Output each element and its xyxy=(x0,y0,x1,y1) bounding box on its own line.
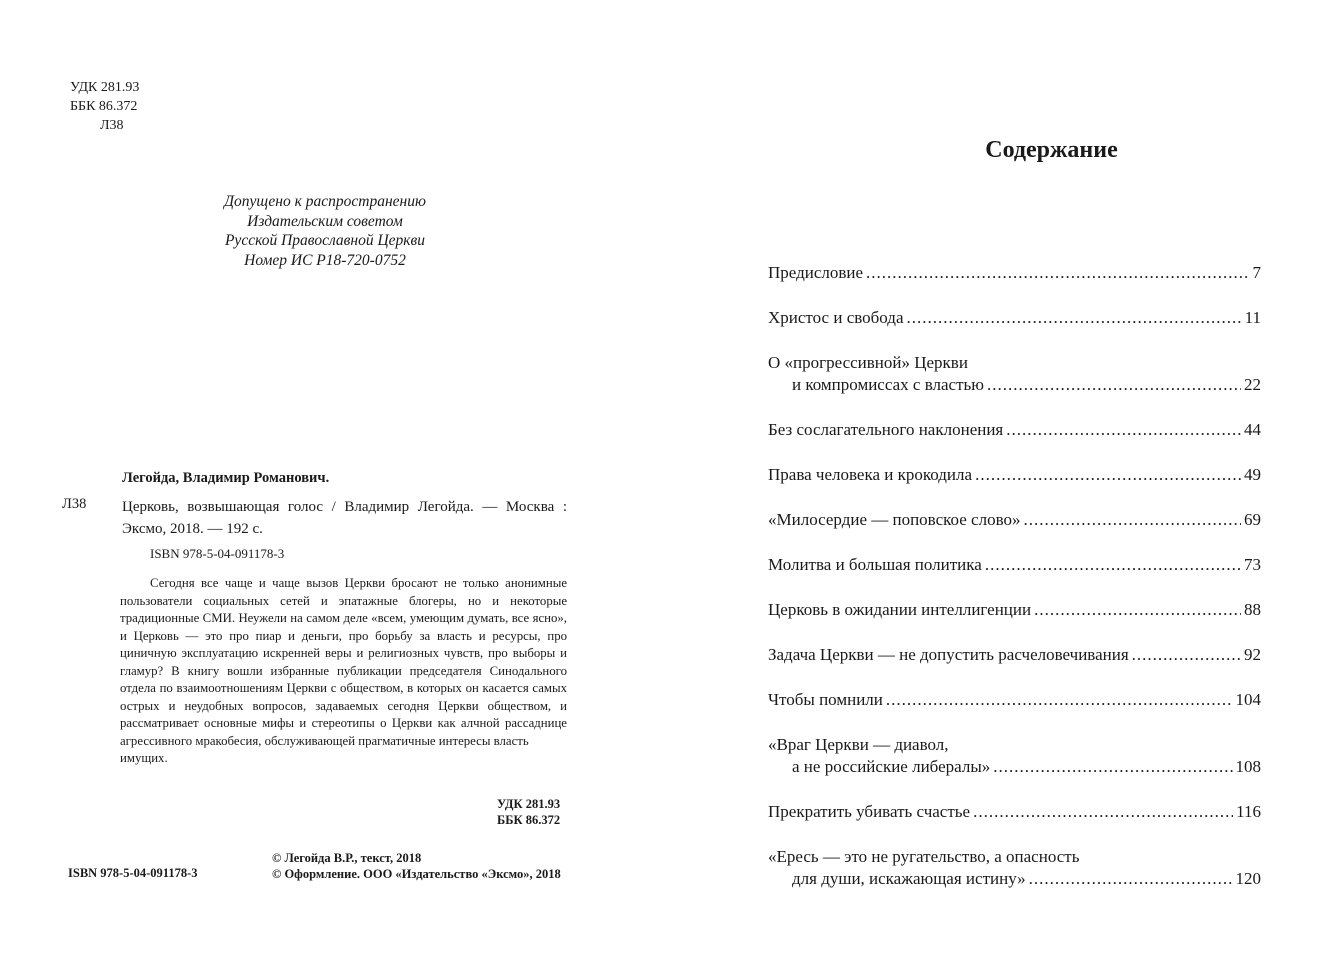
toc-entry xyxy=(768,846,1261,890)
toc-entry-row xyxy=(768,599,1261,621)
toc-page-number: 22 xyxy=(1244,375,1261,394)
toc-entry-row xyxy=(768,374,1261,396)
table-of-contents xyxy=(768,262,1261,913)
toc-page-number: 7 xyxy=(1252,263,1261,282)
toc-page-number: 11 xyxy=(1244,308,1261,327)
udk-code: УДК 281.93 xyxy=(497,797,561,811)
toc-entry xyxy=(768,352,1261,396)
toc-entry xyxy=(768,801,1261,823)
toc-page-number: 69 xyxy=(1244,510,1261,529)
toc-entry xyxy=(768,689,1261,711)
toc-leader-dots xyxy=(886,689,1233,711)
toc-entry xyxy=(768,554,1261,576)
toc-leader-dots xyxy=(1132,644,1241,666)
toc-entry xyxy=(768,599,1261,621)
toc-leader-dots xyxy=(1034,599,1241,621)
toc-entry-title: для души, искажающая истину» xyxy=(792,869,1026,888)
udk-code: УДК 281.93 xyxy=(70,80,140,95)
toc-entry-row xyxy=(768,689,1261,711)
toc-page-number: 92 xyxy=(1244,645,1261,664)
copyright-line: © Легойда В.Р., текст, 2018 xyxy=(272,851,422,865)
toc-entry-row xyxy=(768,801,1261,823)
toc-entry-title: Предисловие xyxy=(768,263,864,282)
toc-entry-title-first-line: «Ересь — это не ругательство, а опасность xyxy=(768,847,1080,866)
toc-entry-title-first-line: «Враг Церкви — диавол, xyxy=(768,735,949,754)
toc-entry-title: Без сослагательного наклонения xyxy=(768,420,1004,439)
copyright-notice xyxy=(272,850,561,882)
toc-page-number: 108 xyxy=(1235,757,1261,776)
toc-page-number: 44 xyxy=(1244,420,1261,439)
isbn: ISBN 978-5-04-091178-3 xyxy=(150,546,285,561)
toc-page-number: 49 xyxy=(1244,465,1261,484)
permission-line: Допущено к распространению xyxy=(224,193,426,210)
toc-entry-row xyxy=(768,644,1261,666)
toc-title: Содержание xyxy=(985,137,1118,163)
toc-leader-dots xyxy=(985,554,1241,576)
annotation-end: имущих. xyxy=(120,751,168,765)
permission-line: Русской Православной Церкви xyxy=(224,232,426,249)
annotation xyxy=(120,575,567,768)
toc-entry-row xyxy=(768,307,1261,329)
toc-leader-dots xyxy=(1029,868,1233,890)
toc-entry-title-first-line: О «прогрессивной» Церкви xyxy=(768,353,968,372)
annotation-text: Сегодня все чаще и чаще вызов Церкви бросают не только анонимные пользователи социальных сетей и эпатажные блогеры, но и некоторые традиционные СМИ. Неужели на самом деле «всем, умеющим думать, все ясно», и Церковь — это про пиар и деньги, про борьбу за власть и ресурсы, про циничную эксплуатацию искренней веры и религиозных чувств, про выборы и гламур? В книгу вошли избранные публикации председателя Синодального отдела по взаимоотношениям Церкви с обществом, в которых он касается самых острых и неудобных вопросов, задаваемых сегодня Церкви обществом, и рассматривает основные мифы и стереотипы о Церкви как алчной рассаднице агрессивного мракобесия, обслуживающей прагматичные интересы власть xyxy=(120,576,567,748)
toc-entry xyxy=(768,734,1261,778)
toc-entry-row xyxy=(768,756,1261,778)
isbn-bottom: ISBN 978-5-04-091178-3 xyxy=(68,866,198,880)
toc-entry-row xyxy=(768,262,1261,284)
toc-entry-title: Прекратить убивать счастье xyxy=(768,802,971,821)
toc-page-number: 73 xyxy=(1244,555,1261,574)
title-statement: Церковь, возвышающая голос / Владимир Легойда. — Москва : Эксмо, 2018. — 192 с. xyxy=(122,499,567,537)
toc-leader-dots xyxy=(1006,419,1241,441)
classification-codes-bottom xyxy=(497,796,560,828)
toc-entry-title: Христос и свобода xyxy=(768,308,904,327)
toc-entry-row xyxy=(768,868,1261,890)
toc-entry-title: Молитва и большая политика xyxy=(768,555,982,574)
bbk-code: ББК 86.372 xyxy=(497,813,561,827)
toc-entry-title: Чтобы помнили xyxy=(768,690,883,709)
bbk-code: ББК 86.372 xyxy=(70,99,138,114)
toc-entry-title: и компромиссах с властью xyxy=(792,375,984,394)
toc-entry xyxy=(768,644,1261,666)
permission-line: Номер ИС Р18-720-0752 xyxy=(244,251,406,269)
toc-leader-dots xyxy=(866,262,1249,284)
toc-entry xyxy=(768,262,1261,284)
toc-page-number: 116 xyxy=(1236,802,1261,821)
toc-entry-title: «Милосердие — поповское слово» xyxy=(768,510,1021,529)
publication-permission xyxy=(170,192,480,270)
toc-entry-row xyxy=(768,509,1261,531)
toc-entry xyxy=(768,509,1261,531)
toc-page-number: 88 xyxy=(1244,600,1261,619)
toc-leader-dots xyxy=(993,756,1232,778)
toc-leader-dots xyxy=(907,307,1242,329)
toc-entry-row xyxy=(768,464,1261,486)
classification-codes xyxy=(70,78,139,135)
library-code: Л38 xyxy=(62,496,87,512)
author-name: Легойда, Владимир Романович. xyxy=(122,470,330,486)
toc-entry-title: Права человека и крокодила xyxy=(768,465,973,484)
toc-entry-row xyxy=(768,419,1261,441)
permission-line: Издательским советом xyxy=(247,212,403,230)
toc-entry xyxy=(768,307,1261,329)
right-page xyxy=(680,0,1343,979)
toc-leader-dots xyxy=(975,464,1241,486)
copyright-line: © Оформление. ООО «Издательство «Эксмо», 2018 xyxy=(272,867,561,881)
author-mark: Л38 xyxy=(100,118,124,133)
toc-leader-dots xyxy=(973,801,1233,823)
toc-page-number: 120 xyxy=(1235,869,1261,888)
toc-entry-title: Церковь в ожидании интеллигенции xyxy=(768,600,1032,619)
toc-entry-row xyxy=(768,554,1261,576)
toc-entry xyxy=(768,419,1261,441)
toc-entry-title: а не российские либералы» xyxy=(792,757,991,776)
toc-leader-dots xyxy=(987,374,1241,396)
toc-entry xyxy=(768,464,1261,486)
toc-leader-dots xyxy=(1024,509,1242,531)
toc-entry-title: Задача Церкви — не допустить расчеловечивания xyxy=(768,645,1129,664)
toc-page-number: 104 xyxy=(1235,690,1261,709)
